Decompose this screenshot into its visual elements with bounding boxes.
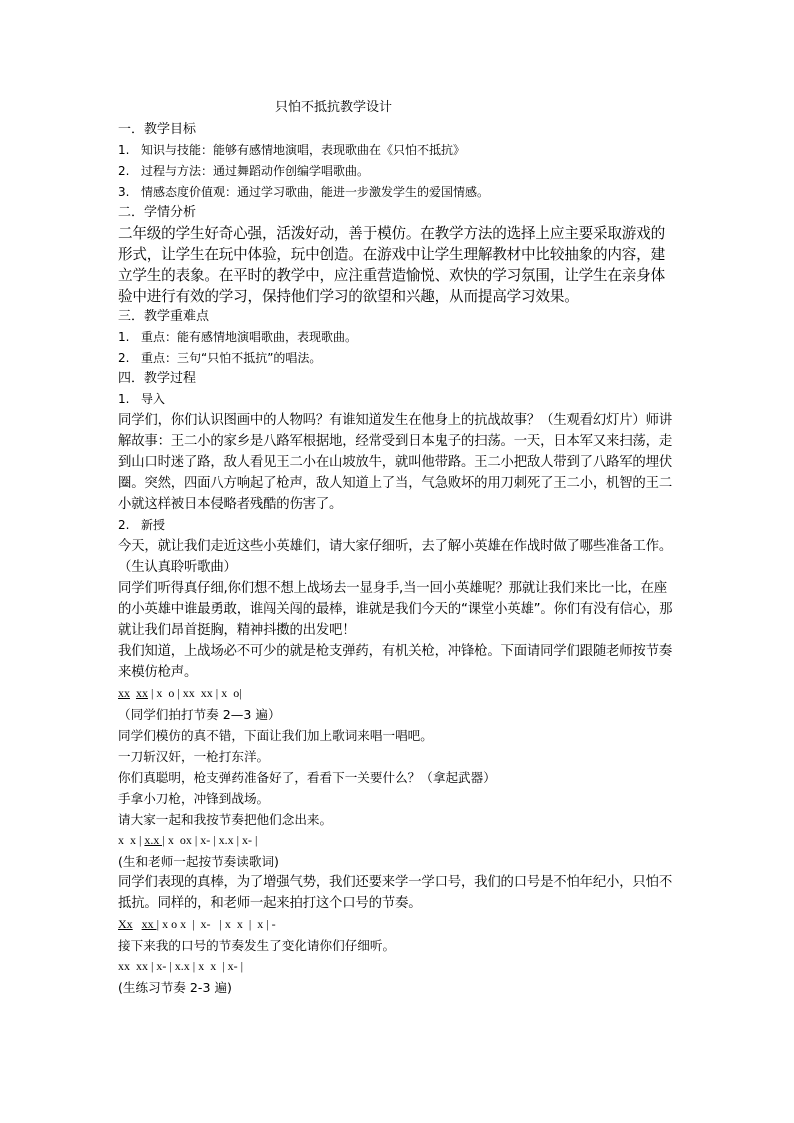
lyric-line: 一刀斩汉奸，一枪打东洋。	[118, 749, 270, 764]
lyric-line: 手拿小刀枪，冲锋到战场。	[118, 791, 270, 806]
section-heading-analysis: 二．学情分析	[118, 205, 197, 220]
list-text: 重点：能有感情地演唱歌曲，表现歌曲。	[141, 330, 358, 344]
list-number: 3.	[118, 185, 130, 199]
list-item	[118, 140, 678, 161]
document-title: 只怕不抵抗教学设计	[275, 100, 393, 115]
paragraph: 同学们听得真仔细,你们想不想上战场去一显身手,当一回小英雄呢？那就让我们来比一比，在座的小英雄中谁最勇敢，谁闯关闯的最棒，谁就是我们今天的“课堂小英雄”。你们有没有信心，那就让我们昂首挺胸，精神抖擞的出发吧！	[118, 581, 673, 638]
paragraph: 我们知道，上战场必不可少的就是枪支弹药，有机关枪，冲锋枪。下面请同学们跟随老师按节奏来模仿枪声。	[118, 644, 673, 680]
rhythm-beat: x x |	[118, 833, 145, 847]
section-heading-key-points: 三．教学重难点	[118, 309, 210, 324]
rhythm-beat: x.x |	[144, 833, 165, 847]
rhythm-rest: x o x | x- | x x | x | -	[159, 917, 276, 931]
text-line: 你们真聪明，枪支弹药准备好了，看看下一关要什么？（拿起武器）	[118, 770, 496, 785]
text-line: 同学们模仿的真不错，下面让我们加上歌词来唱一唱吧。	[118, 728, 433, 743]
list-text: 知识与技能：能够有感情地演唱，表现歌曲在《只怕不抵抗》	[141, 143, 466, 157]
paragraph: 同学们表现的真棒，为了增强气势，我们还要来学一学口号，我们的口号是不怕年纪小，只怕不抵抗。同样的，和老师一起来拍打这个口号的节奏。	[118, 875, 673, 911]
note-line: (生练习节奏 2-3 遍)	[118, 980, 232, 995]
section-heading-objectives: 一．教学目标	[118, 122, 197, 137]
section-heading-process: 四．教学过程	[118, 371, 197, 386]
text-line: 请大家一起和我按节奏把他们念出来。	[118, 812, 333, 827]
list-item	[118, 348, 678, 369]
rhythm-rest: x ox | x- | x.x | x- |	[164, 833, 258, 847]
rhythm-notation	[118, 683, 678, 704]
list-item	[118, 161, 678, 182]
step-label: 新授	[141, 518, 166, 532]
analysis-paragraph: 二年级的学生好奇心强，活泼好动，善于模仿。在教学方法的选择上应主要采取游戏的形式，让学生在玩中体验，玩中创造。在游戏中让学生理解教材中比较抽象的内容，建立学生的表象。在平时的教学中，应注重营造愉悦、欢快的学习氛围，让学生在亲身体验中进行有效的学习，保持他们学习的欲望和兴趣，从而提高学习效果。	[118, 225, 665, 305]
note-line: (生和老师一起按节奏读歌词)	[118, 854, 279, 869]
list-number: 2.	[118, 164, 130, 178]
intro-paragraph: 同学们，你们认识图画中的人物吗？有谁知道发生在他身上的抗战故事？（生观看幻灯片）师讲解故事：王二小的家乡是八路军根据地，经常受到日本鬼子的扫荡。一天，日本军又来扫荡，走到山口时迷了路，敌人看见王二小在山坡放牛，就叫他带路。王二小把敌人带到了八路军的埋伏圈。突然，四面八方响起了枪声，敌人知道上了当，气急败坏的用刀刺死了王二小，机智的王二小就这样被日本侵略者残酷的伤害了。	[118, 413, 673, 512]
list-text: 情感态度价值观：通过学习歌曲，能进一步激发学生的爱国情感。	[141, 185, 490, 199]
list-item	[118, 182, 678, 203]
rhythm-rest: | x o | xx xx | x o|	[148, 686, 242, 700]
step-label: 导入	[141, 392, 166, 406]
list-text: 过程与方法：通过舞蹈动作创编学唱歌曲。	[141, 164, 370, 178]
list-text: 重点：三句“只怕不抵抗”的唱法。	[141, 351, 322, 365]
rhythm-notation: xx xx | x- | x.x | x x | x- |	[118, 959, 244, 973]
note-line: （同学们拍打节奏 2—3 遍）	[118, 707, 281, 722]
text-line: 接下来我的口号的节奏发生了变化请你们仔细听。	[118, 938, 396, 953]
step-heading-new-lesson	[118, 515, 678, 536]
rhythm-beat: xx	[118, 686, 130, 700]
list-number: 2.	[118, 518, 130, 532]
list-number: 1.	[118, 143, 130, 157]
rhythm-beat: xx	[136, 686, 148, 700]
list-item	[118, 327, 678, 348]
rhythm-beat: Xx	[118, 917, 133, 931]
rhythm-notation	[118, 830, 678, 851]
paragraph: 今天，就让我们走近这些小英雄们，请大家仔细听，去了解小英雄在作战时做了哪些准备工作。（生认真聆听歌曲）	[118, 539, 673, 575]
step-heading-intro	[118, 389, 678, 410]
rhythm-beat: xx |	[141, 917, 160, 931]
list-number: 1.	[118, 392, 130, 406]
list-number: 2.	[118, 351, 130, 365]
rhythm-notation	[118, 914, 678, 935]
list-number: 1.	[118, 330, 130, 344]
document-page	[118, 98, 678, 998]
